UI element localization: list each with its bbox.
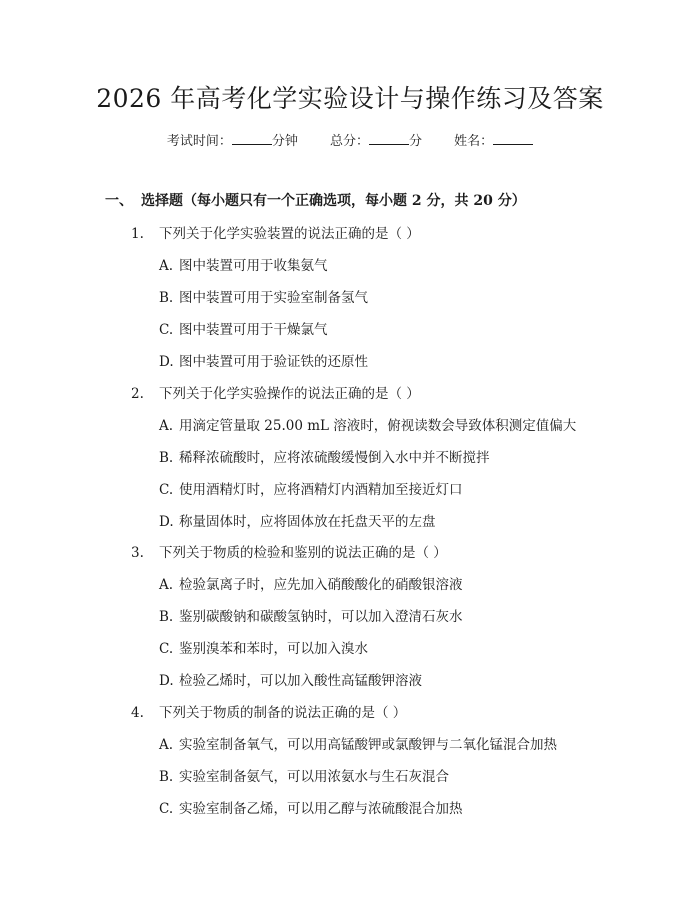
question-stem: 下列关于化学实验操作的说法正确的是（ ） xyxy=(159,386,420,402)
option-3a xyxy=(159,575,463,595)
total-score-blank xyxy=(369,130,409,145)
option-label: A. xyxy=(159,577,174,593)
question-1 xyxy=(131,224,420,244)
name-label: 姓名： xyxy=(454,134,494,149)
option-4a xyxy=(159,735,557,755)
option-text: 检验乙烯时，可以加入酸性高锰酸钾溶液 xyxy=(179,673,422,689)
question-number: 2. xyxy=(131,386,144,402)
option-text: 检验氯离子时，应先加入硝酸酸化的硝酸银溶液 xyxy=(179,577,463,593)
question-number: 4. xyxy=(131,705,144,721)
option-text: 图中装置可用于收集氨气 xyxy=(179,258,328,274)
option-3c xyxy=(159,639,368,659)
exam-time-blank xyxy=(232,130,272,145)
option-label: C. xyxy=(159,801,174,817)
option-2a xyxy=(159,416,576,436)
option-label: A. xyxy=(159,418,174,434)
option-1c xyxy=(159,320,328,340)
option-label: B. xyxy=(159,450,174,466)
option-4c xyxy=(159,799,463,819)
total-score-label: 总分： xyxy=(329,134,369,149)
exam-time-field xyxy=(167,130,298,152)
name-field xyxy=(454,130,533,152)
option-label: B. xyxy=(159,609,174,625)
section-heading-text: 选择题（每小题只有一个正确选项，每小题 2 分，共 20 分） xyxy=(141,193,526,209)
page-title: 2026 年高考化学实验设计与操作练习及答案 xyxy=(96,84,604,113)
option-text: 用滴定管量取 25.00 mL 溶液时，俯视读数会导致体积测定值偏大 xyxy=(179,418,577,434)
option-text: 图中装置可用于实验室制备氢气 xyxy=(179,290,368,306)
total-score-field xyxy=(330,130,422,152)
question-4 xyxy=(131,703,406,723)
option-label: D. xyxy=(159,673,174,689)
option-label: A. xyxy=(159,258,174,274)
section-number: 一、 xyxy=(105,193,133,209)
option-label: C. xyxy=(159,641,174,657)
option-1a xyxy=(159,256,328,276)
option-label: A. xyxy=(159,737,174,753)
option-text: 图中装置可用于验证铁的还原性 xyxy=(179,354,368,370)
option-label: C. xyxy=(159,482,174,498)
question-2 xyxy=(131,384,420,404)
option-label: B. xyxy=(159,290,174,306)
question-stem: 下列关于化学实验装置的说法正确的是（ ） xyxy=(159,226,420,242)
option-label: D. xyxy=(159,354,174,370)
option-text: 实验室制备氧气，可以用高锰酸钾或氯酸钾与二氧化锰混合加热 xyxy=(179,737,557,753)
exam-meta xyxy=(0,130,700,152)
option-1b xyxy=(159,288,368,308)
question-number: 1. xyxy=(131,226,144,242)
option-2c xyxy=(159,480,463,500)
option-text: 鉴别碳酸钠和碳酸氢钠时，可以加入澄清石灰水 xyxy=(179,609,463,625)
option-text: 称量固体时，应将固体放在托盘天平的左盘 xyxy=(179,514,436,530)
option-2b xyxy=(159,448,490,468)
question-stem: 下列关于物质的制备的说法正确的是（ ） xyxy=(159,705,407,721)
option-label: D. xyxy=(159,514,174,530)
question-3 xyxy=(131,543,447,563)
option-text: 实验室制备乙烯，可以用乙醇与浓硫酸混合加热 xyxy=(179,801,463,817)
option-3b xyxy=(159,607,463,627)
section-heading xyxy=(105,191,526,211)
option-text: 图中装置可用于干燥氯气 xyxy=(179,322,328,338)
exam-time-unit: 分钟 xyxy=(271,134,298,149)
question-number: 3. xyxy=(131,545,144,561)
question-stem: 下列关于物质的检验和鉴别的说法正确的是（ ） xyxy=(159,545,447,561)
option-3d xyxy=(159,671,422,691)
total-score-unit: 分 xyxy=(409,134,423,149)
option-text: 稀释浓硫酸时，应将浓硫酸缓慢倒入水中并不断搅拌 xyxy=(179,450,490,466)
option-1d xyxy=(159,352,368,372)
option-text: 鉴别溴苯和苯时，可以加入溴水 xyxy=(179,641,368,657)
option-text: 实验室制备氨气，可以用浓氨水与生石灰混合 xyxy=(179,769,449,785)
exam-time-label: 考试时间： xyxy=(166,134,232,149)
option-label: C. xyxy=(159,322,174,338)
option-2d xyxy=(159,512,436,532)
option-text: 使用酒精灯时，应将酒精灯内酒精加至接近灯口 xyxy=(179,482,463,498)
option-4b xyxy=(159,767,449,787)
name-blank xyxy=(493,130,533,145)
option-label: B. xyxy=(159,769,174,785)
